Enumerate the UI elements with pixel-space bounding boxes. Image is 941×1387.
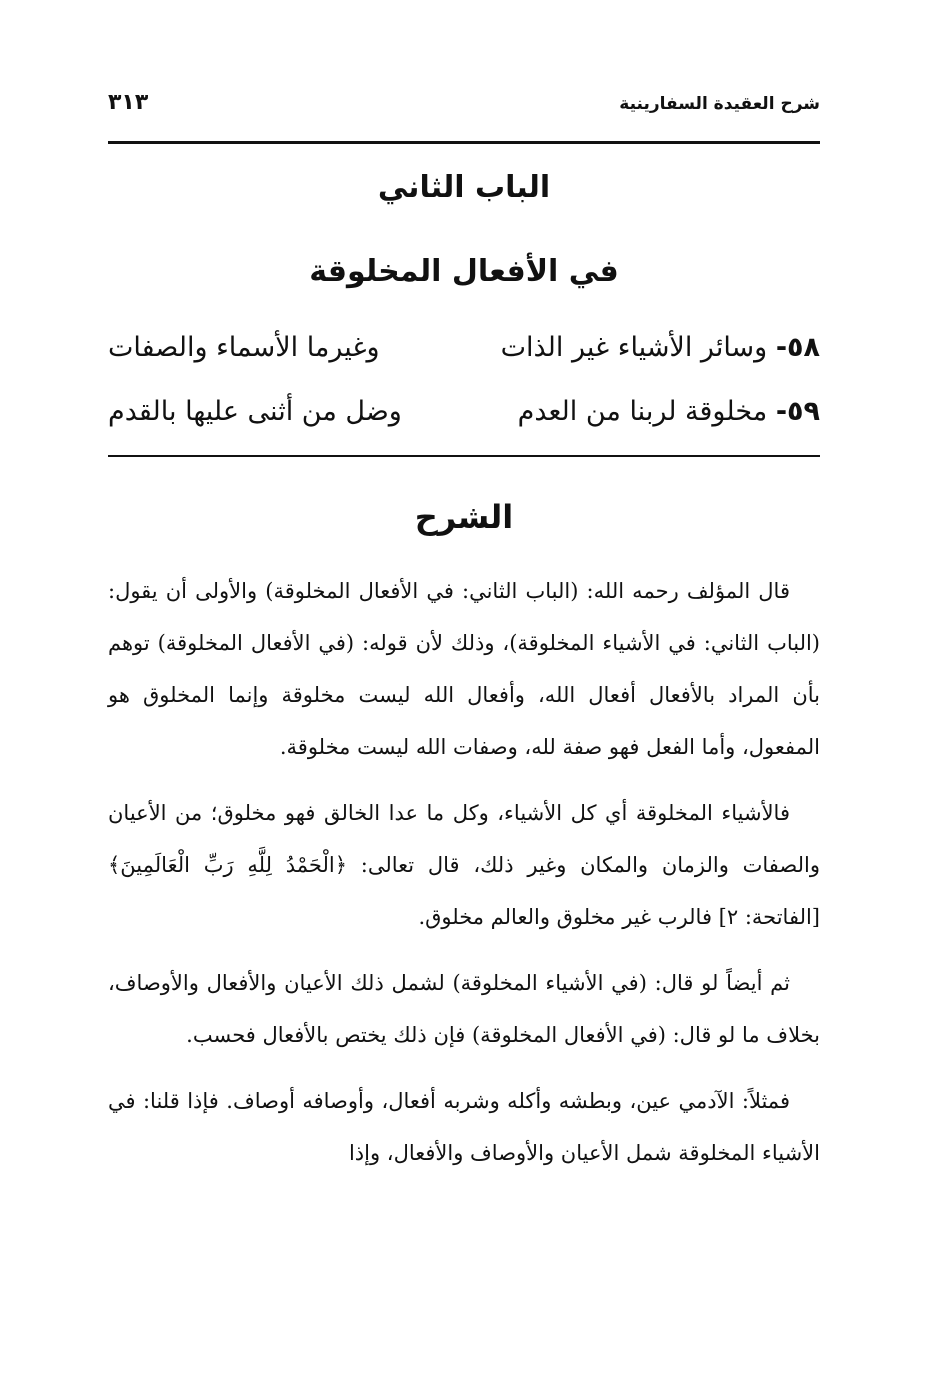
verse-line — [108, 332, 820, 372]
commentary-paragraph: قال المؤلف رحمه الله: (الباب الثاني: في الأفعال المخلوقة) والأولى أن يقول: (الباب الثاني: في الأشياء المخلوقة)، وذلك لأن قوله: (في الأفعال المخلوقة) توهم بأن المراد بالأفعال أفعال الله، وأفعال الله ليست مخلوقة وإنما المخلوق هو المفعول، وأما الفعل فهو صفة لله، وصفات الله ليست مخلوقة. — [108, 579, 820, 759]
commentary-paragraph: فالأشياء المخلوقة أي كل الأشياء، وكل ما عدا الخالق فهو مخلوق؛ من الأعيان والصفات والزمان والمكان وغير ذلك، قال تعالى: ﴿الْحَمْدُ لِلَّهِ رَبِّ الْعَالَمِينَ﴾ [الفاتحة: ٢] فالرب غير مخلوق والعالم مخلوق. — [108, 801, 820, 929]
verse-second-hemistich: وغيرما الأسماء والصفات — [108, 332, 380, 363]
section-title: الشرح — [414, 498, 514, 536]
verse-line — [108, 396, 820, 436]
chapter-title: الباب الثاني — [377, 170, 551, 205]
chapter-subtitle: في الأفعال المخلوقة — [309, 254, 619, 289]
running-book-title: شرح العقيدة السفارينية — [619, 94, 820, 114]
page-number: ٣١٣ — [108, 90, 149, 115]
verse-number: ٥٩- — [775, 396, 820, 427]
verse-second-hemistich: وضل من أثنى عليها بالقدم — [108, 396, 402, 427]
verse-first-hemistich-text: وسائر الأشياء غير الذات — [500, 332, 768, 363]
verse-first-hemistich — [501, 332, 820, 363]
commentary-paragraph: فمثلاً: الآدمي عين، وبطشه وأكله وشربه أفعال، وأوصافه أوصاف. فإذا قلنا: في الأشياء المخلوقة شمل الأعيان والأوصاف والأفعال، وإذا — [108, 1089, 820, 1165]
verse-number: ٥٨- — [775, 332, 820, 363]
commentary-body — [108, 565, 820, 1179]
verse-first-hemistich — [518, 396, 820, 427]
commentary-paragraph: ثم أيضاً لو قال: (في الأشياء المخلوقة) لشمل ذلك الأعيان والأفعال والأوصاف، بخلاف ما لو قال: (في الأفعال المخلوقة) فإن ذلك يختص بالأفعال فحسب. — [108, 971, 820, 1047]
header-divider — [108, 141, 820, 144]
page-header — [108, 88, 820, 124]
verses-divider — [108, 455, 820, 457]
verse-first-hemistich-text: مخلوقة لربنا من العدم — [517, 396, 768, 427]
